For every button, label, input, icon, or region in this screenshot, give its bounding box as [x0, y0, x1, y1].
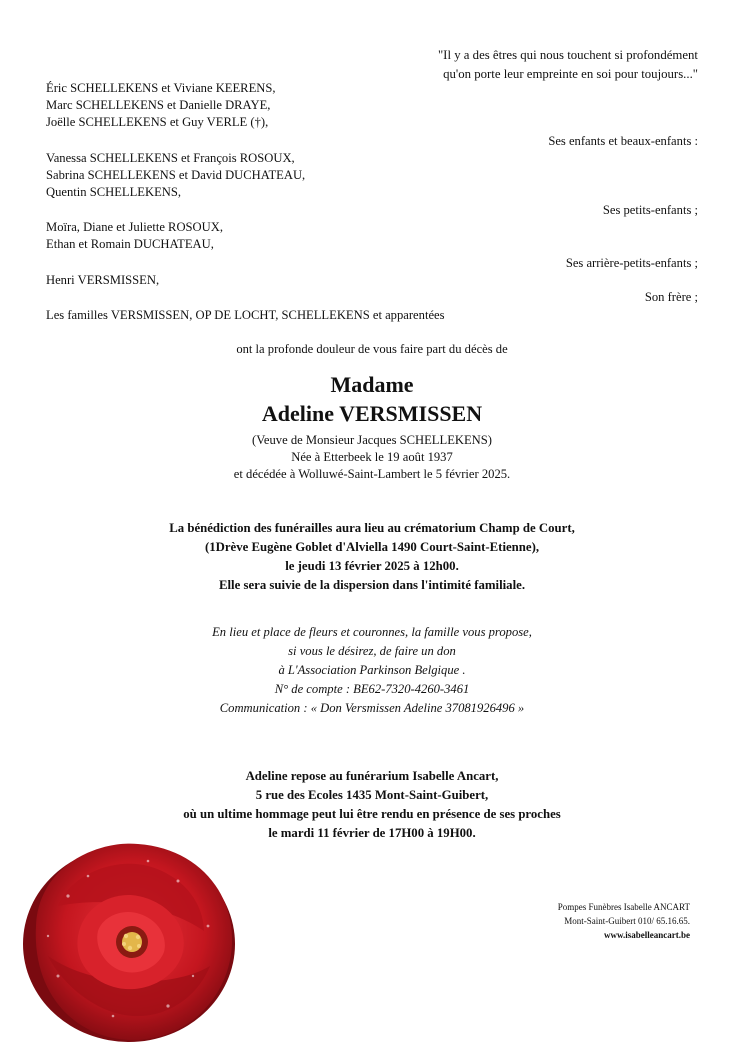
viewing-line: où un ultime hommage peut lui être rendu en présence de ses proches: [183, 807, 561, 821]
family-role-brother: Son frère ;: [644, 290, 698, 304]
family-member: Joëlle SCHELLEKENS et Guy VERLE (†),: [46, 115, 269, 129]
family-role-grandchildren: Ses petits-enfants ;: [602, 203, 698, 217]
funeral-home-phone: Mont-Saint-Guibert 010/ 65.16.65.: [564, 916, 690, 926]
donation-info: [0, 623, 744, 718]
family-member: Vanessa SCHELLEKENS et François ROSOUX,: [46, 151, 295, 165]
detail-line: et décédée à Wolluwé-Saint-Lambert le 5 février 2025.: [233, 467, 511, 481]
funeral-line: (1Drève Eugène Goblet d'Alviella 1490 Court-Saint-Etienne),: [204, 540, 540, 554]
family-group-children: [46, 80, 276, 131]
family-member: Henri VERSMISSEN,: [46, 273, 160, 287]
quote: [438, 46, 698, 84]
rose-center: [116, 926, 148, 958]
funeral-line: La bénédiction des funérailles aura lieu au crématorium Champ de Court,: [169, 521, 575, 535]
family-role-great-grandchildren: Ses arrière-petits-enfants ;: [565, 256, 698, 270]
quote-line: qu'on porte leur empreinte en soi pour toujours...": [443, 67, 698, 81]
family-role-children: Ses enfants et beaux-enfants :: [548, 134, 698, 148]
family-member: Les familles VERSMISSEN, OP DE LOCHT, SCHELLEKENS et apparentées: [46, 308, 445, 322]
deceased-honorific: Madame: [330, 372, 414, 397]
donation-line: à L'Association Parkinson Belgique .: [278, 663, 466, 677]
family-member: Moïra, Diane et Juliette ROSOUX,: [46, 220, 223, 234]
funeral-line: le jeudi 13 février 2025 à 12h00.: [285, 559, 459, 573]
viewing-line: Adeline repose au funérarium Isabelle Ancart,: [245, 769, 499, 783]
family-member: Éric SCHELLEKENS et Viviane KEERENS,: [46, 81, 276, 95]
announcement: ont la profonde douleur de vous faire part du décès de: [236, 342, 508, 356]
family-group-families: [46, 307, 445, 324]
funeral-home-name: Pompes Funèbres Isabelle ANCART: [557, 902, 690, 912]
viewing-line: le mardi 11 février de 17H00 à 19H00.: [268, 826, 476, 840]
viewing-line: 5 rue des Ecoles 1435 Mont-Saint-Guibert,: [255, 788, 489, 802]
family-member: Ethan et Romain DUCHATEAU,: [46, 237, 214, 251]
detail-line: (Veuve de Monsieur Jacques SCHELLEKENS): [252, 433, 492, 447]
funeral-home-info: [558, 900, 690, 942]
quote-line: "Il y a des êtres qui nous touchent si profondément: [437, 48, 698, 62]
deceased-name: Adeline VERSMISSEN: [261, 401, 483, 426]
family-group-brother: [46, 272, 159, 289]
donation-line: N° de compte : BE62-7320-4260-3461: [274, 682, 470, 696]
viewing-info: [0, 767, 744, 843]
donation-line: si vous le désirez, de faire un don: [288, 644, 456, 658]
detail-line: Née à Etterbeek le 19 août 1937: [291, 450, 453, 464]
funeral-info: [0, 519, 744, 595]
family-member: Quentin SCHELLEKENS,: [46, 185, 182, 199]
family-member: Sabrina SCHELLEKENS et David DUCHATEAU,: [46, 168, 306, 182]
donation-line: Communication : « Don Versmissen Adeline 37081926496 »: [219, 701, 525, 715]
family-group-grandchildren: [46, 150, 305, 201]
funeral-line: Elle sera suivie de la dispersion dans l'intimité familiale.: [218, 578, 526, 592]
rose-image: [18, 836, 240, 1046]
deceased-details: [0, 432, 744, 483]
family-member: Marc SCHELLEKENS et Danielle DRAYE,: [46, 98, 271, 112]
donation-line: En lieu et place de fleurs et couronnes, la famille vous propose,: [212, 625, 532, 639]
family-group-great-grandchildren: [46, 219, 223, 253]
funeral-home-website[interactable]: www.isabelleancart.be: [604, 930, 690, 940]
